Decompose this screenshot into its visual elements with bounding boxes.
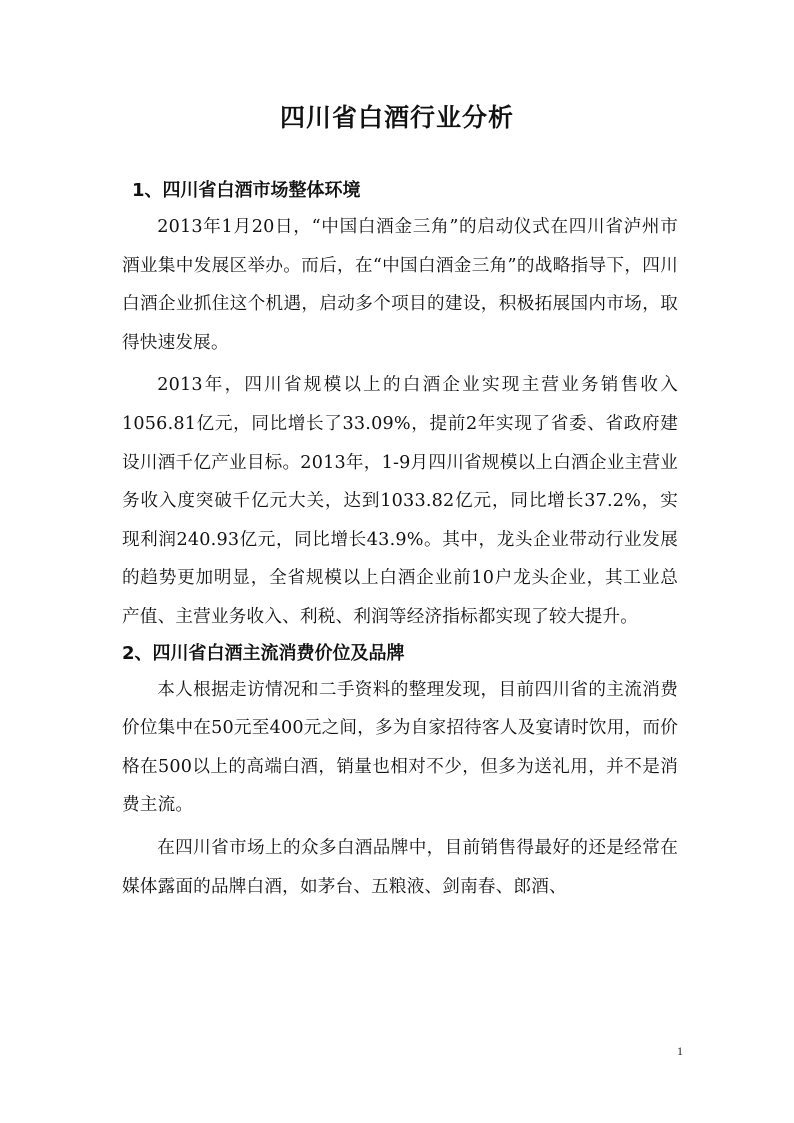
section-heading-price-brands: 2、四川省白酒主流消费价位及品牌 xyxy=(122,642,405,664)
document-body xyxy=(122,174,678,906)
page-number: 1 xyxy=(677,1044,683,1058)
paragraph-revenue-2013: 2013年，四川省规模以上的白酒企业实现主营业务销售收入1056.81亿元，同比增长了33.09%，提前2年实现了省委、省政府建设川酒千亿产业目标。2013年，1-9月四川省规模以上白酒企业主营业务收入度突破千亿元大关，达到1033.82亿元，同比增长37.2%，实现利润240.93亿元，同比增长43.9%。其中，龙头企业带动行业发展的趋势更加明显，全省规模以上白酒企业前10户龙头企业，其工业总产值、主营业务收入、利税、利润等经济指标都实现了较大提升。 xyxy=(122,375,678,627)
section-heading-environment: 1、四川省白酒市场整体环境 xyxy=(132,180,361,201)
paragraph-price-range: 本人根据走访情况和二手资料的整理发现，目前四川省的主流消费价位集中在50元至400元之间，多为自家招待客人及宴请时饮用，而价格在500以上的高端白酒，销量也相对不少，但多为送礼用，并不是消费主流。 xyxy=(122,679,678,816)
document-title: 四川省白酒行业分析 xyxy=(279,103,514,132)
paragraph-golden-triangle: 2013年1月20日，“中国白酒金三角”的启动仪式在四川省泸州市酒业集中发展区举办。而后，在“中国白酒金三角”的战略指导下，四川白酒企业抓住这个机遇，启动多个项目的建设，积极拓展国内市场，取得快速发展。 xyxy=(122,217,678,353)
paragraph-brands: 在四川省市场上的众多白酒品牌中，目前销售得最好的还是经常在媒体露面的品牌白酒，如茅台、五粮液、剑南春、郎酒、 xyxy=(122,837,678,897)
